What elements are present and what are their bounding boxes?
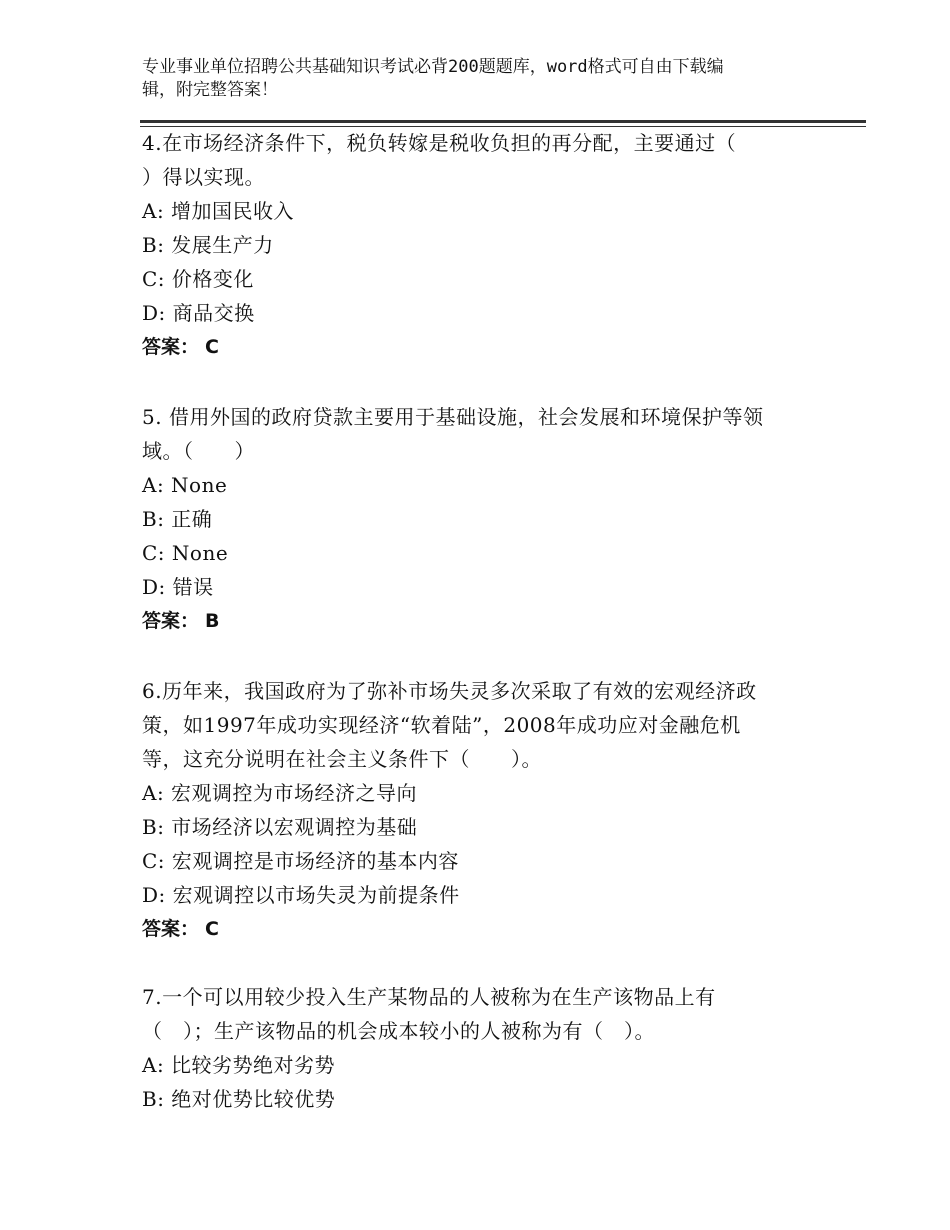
option-a: A: None — [142, 473, 228, 497]
question-6 — [142, 674, 822, 946]
document-header — [142, 56, 782, 102]
answer-label: 答案： — [142, 918, 200, 940]
answer-line — [142, 604, 822, 638]
answer-line — [142, 912, 822, 946]
option-d: D: 错误 — [142, 575, 214, 599]
option-c: C: 宏观调控是市场经济的基本内容 — [142, 849, 459, 873]
option-a: A: 增加国民收入 — [142, 199, 295, 223]
answer-value: B — [205, 610, 220, 632]
question-4 — [142, 126, 822, 364]
answer-label: 答案： — [142, 336, 200, 358]
answer-value: C — [205, 336, 219, 358]
header-rule-thick — [140, 120, 866, 123]
option-c: C: 价格变化 — [142, 267, 254, 291]
question-stem-line: 5. 借用外国的政府贷款主要用于基础设施，社会发展和环境保护等领 — [142, 405, 764, 429]
option-c: C: None — [142, 541, 229, 565]
option-b: B: 发展生产力 — [142, 233, 274, 257]
answer-label: 答案： — [142, 610, 200, 632]
header-line-2: 辑，附完整答案！ — [142, 80, 278, 100]
option-d: D: 商品交换 — [142, 301, 255, 325]
option-b: B: 正确 — [142, 507, 213, 531]
question-stem-line: 策，如1997年成功实现经济“软着陆”，2008年成功应对金融危机 — [142, 713, 741, 737]
option-b: B: 绝对优势比较优势 — [142, 1087, 336, 1111]
answer-line — [142, 330, 822, 364]
question-stem-line: 6.历年来，我国政府为了弥补市场失灵多次采取了有效的宏观经济政 — [142, 679, 757, 703]
option-a: A: 比较劣势绝对劣势 — [142, 1053, 336, 1077]
question-stem-line: ）得以实现。 — [142, 165, 265, 189]
question-stem-line: 等，这充分说明在社会主义条件下（ ）。 — [142, 747, 542, 771]
question-stem-line: 域。（ ） — [142, 439, 255, 463]
option-d: D: 宏观调控以市场失灵为前提条件 — [142, 883, 460, 907]
question-5 — [142, 400, 822, 638]
option-b: B: 市场经济以宏观调控为基础 — [142, 815, 418, 839]
question-stem-line: 7.一个可以用较少投入生产某物品的人被称为在生产该物品上有 — [142, 985, 716, 1009]
question-7 — [142, 980, 822, 1116]
option-a: A: 宏观调控为市场经济之导向 — [142, 781, 418, 805]
question-stem-line: （ ）；生产该物品的机会成本较小的人被称为有（ ）。 — [142, 1019, 655, 1043]
answer-value: C — [205, 918, 219, 940]
header-line-1: 专业事业单位招聘公共基础知识考试必背200题题库，word格式可自由下载编 — [142, 57, 724, 77]
question-stem-line: 4.在市场经济条件下，税负转嫁是税收负担的再分配，主要通过（ — [142, 131, 737, 155]
